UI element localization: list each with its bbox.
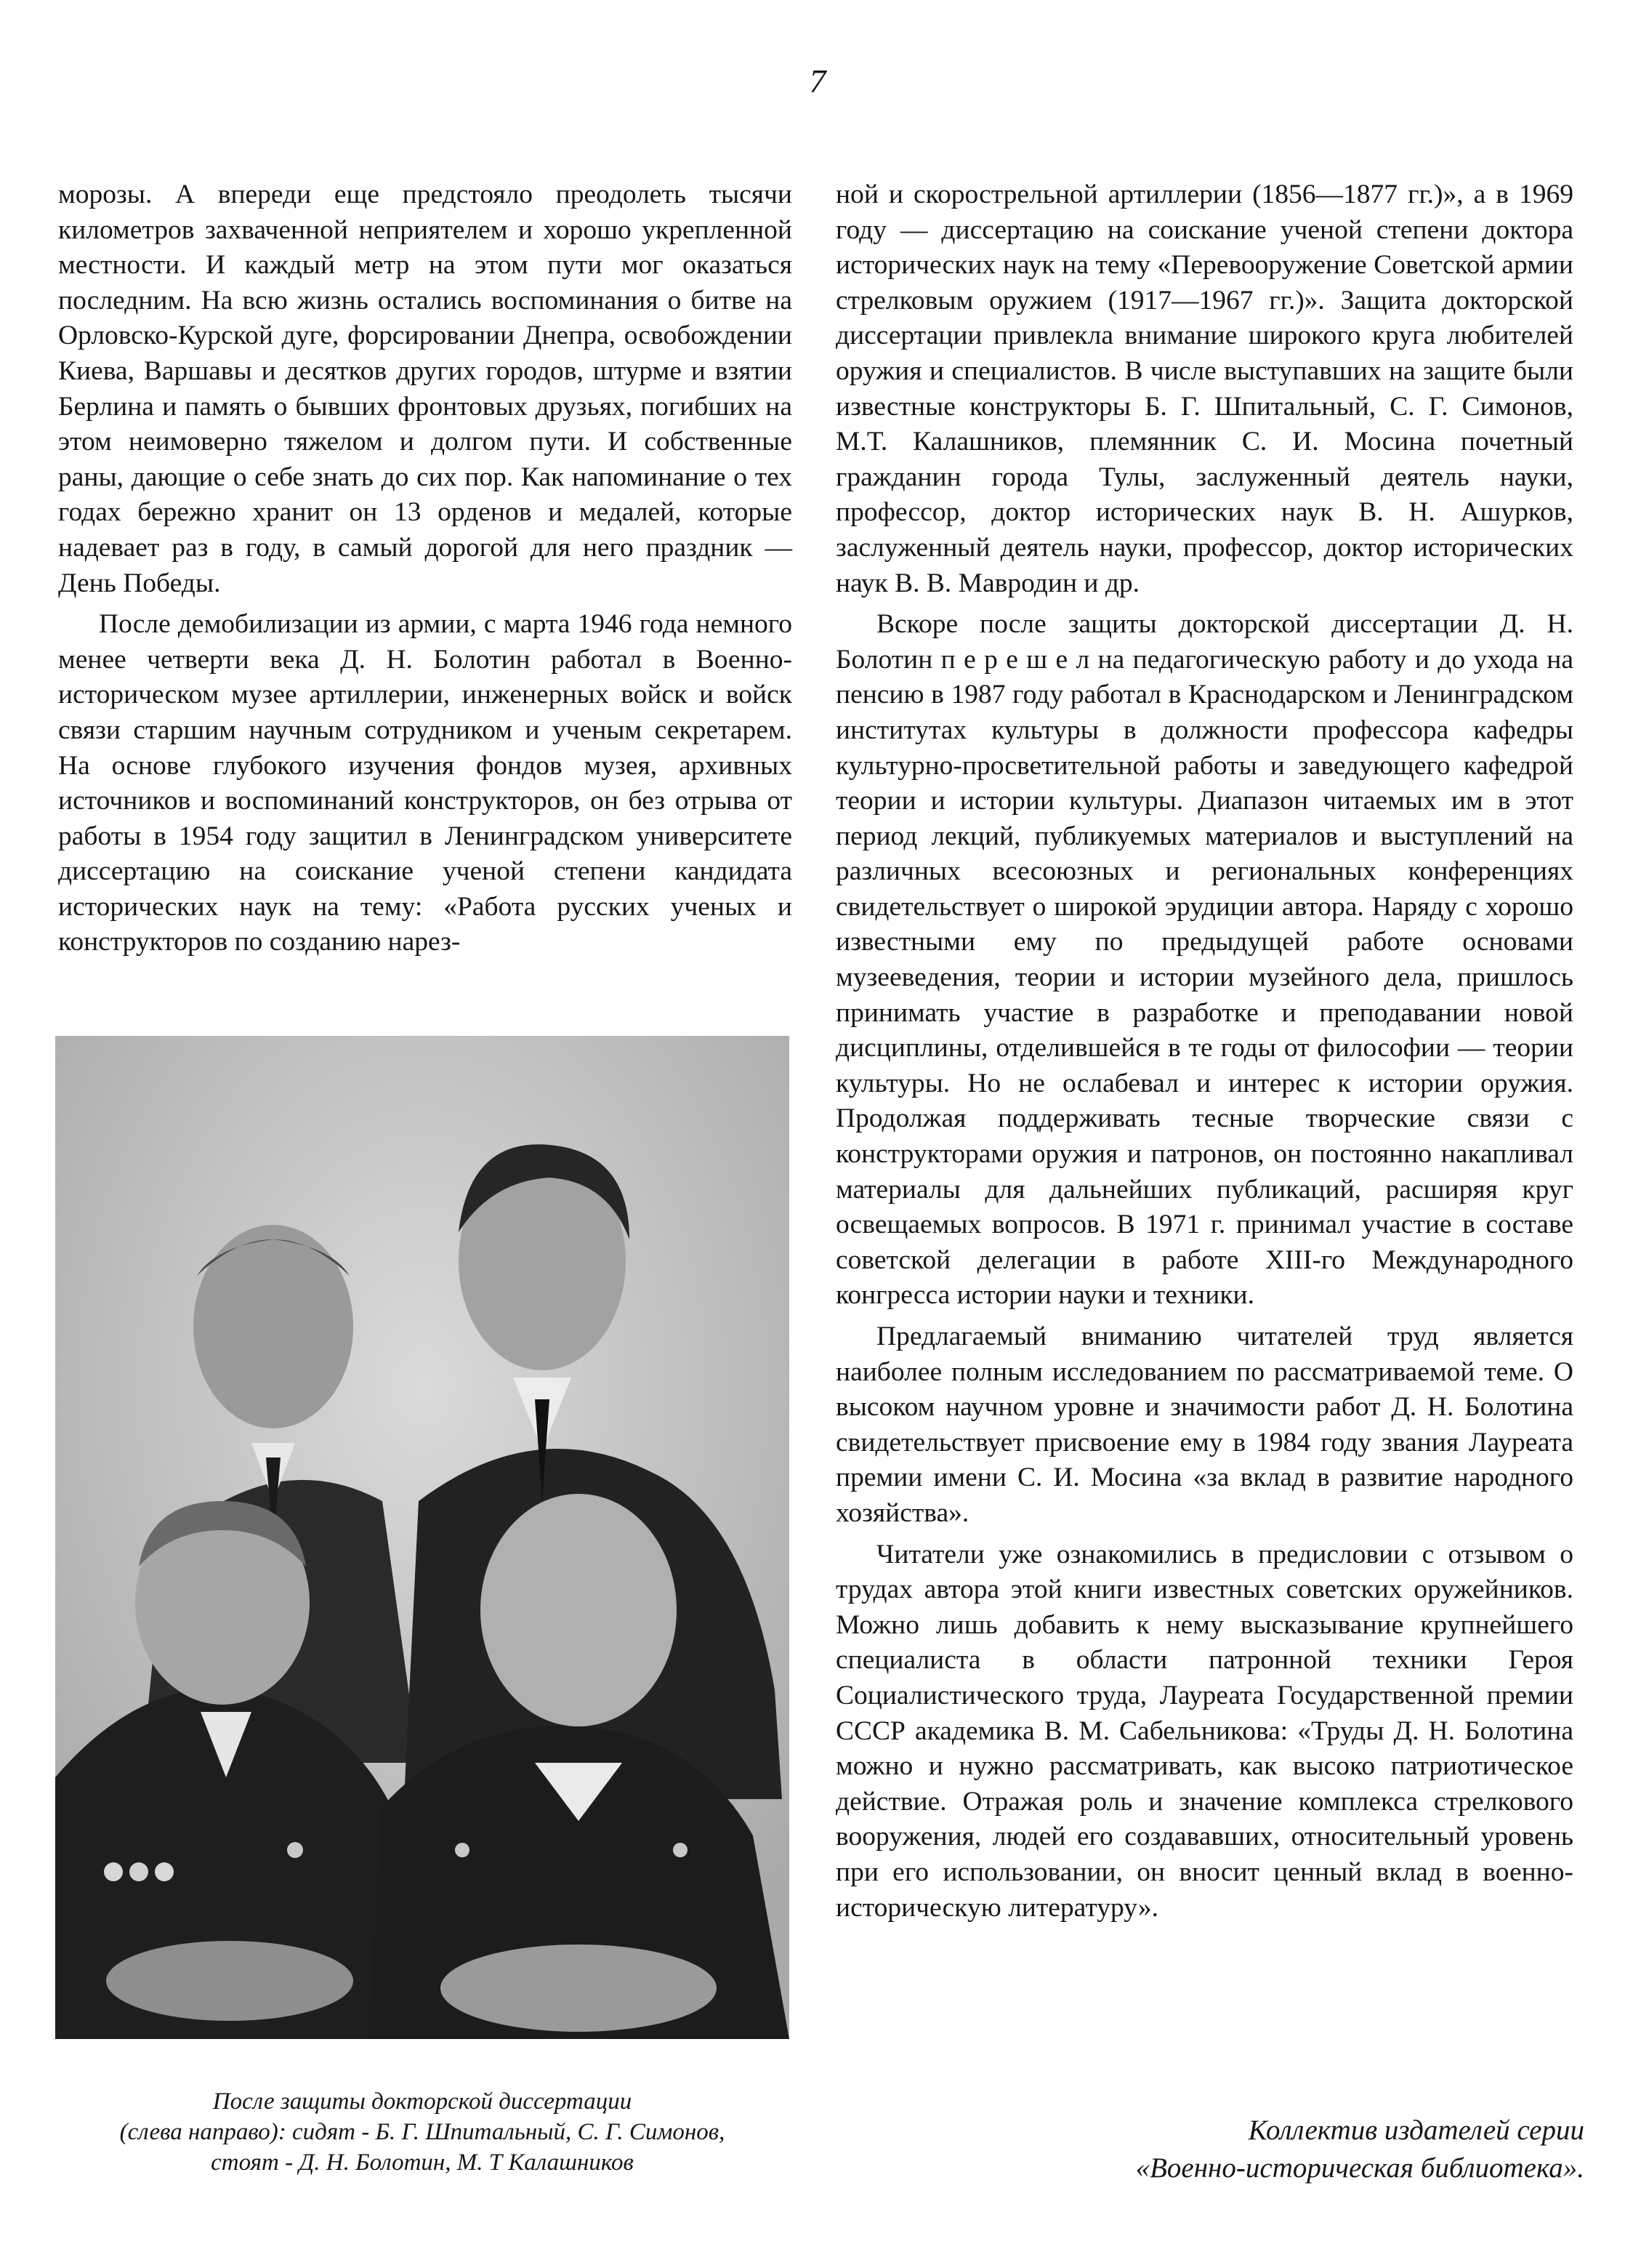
signature-line-1: Коллектив издателей серии	[1248, 2115, 1584, 2146]
right-paragraph-3: Предлагаемый вниманию читателей труд является наиболее полным исследованием по рассматриваемой теме. О высоком научном уровне и значимости работ Д. Н. Болотина свидетельствует присвоение ему в 1984 году звания Лауреата премии имени С. И. Мосина «за вклад в развитие народного хозяйства».	[836, 1322, 1573, 1528]
left-paragraph-2: После демобилизации из армии, с марта 1946 года немного менее четверти века Д. Н. Болотин работал в Военно-историческом музее артиллерии, инженерных войск и войск связи старшим научным сотрудником и ученым секретарем. На основе глубокого изучения фондов музея, архивных источников и воспоминаний конструкторов, он без отрыва от работы в 1954 году защитил в Ленинградском университете диссертацию на соискание ученой степени кандидата исторических наук на тему: «Работа русских ученых и конструкторов по созданию нарез-	[58, 609, 792, 957]
caption-line-3: стоят - Д. Н. Болотин, М. Т Калашников	[211, 2150, 634, 2176]
caption-line-1: После защиты докторской диссертации	[212, 2088, 632, 2115]
signature-line-2: «Военно-историческая библиотека».	[1135, 2152, 1584, 2184]
group-photo	[55, 1036, 789, 2039]
photo-caption	[55, 2086, 789, 2178]
left-column	[58, 177, 792, 960]
left-paragraph-1: морозы. А впереди еще предстояло преодолеть тысячи километров захваченной неприятелем и хорошо укрепленной местности. И каждый метр на этом пути мог оказаться последним. На всю жизнь остались воспоминания о битве на Орловско-Курской дуге, форсировании Днепра, освобождении Киева, Варшавы и десятков других городов, штурме и взятии Берлина и память о бывших фронтовых друзьях, погибших на этом неимоверно тяжелом и долгом пути. И собственные раны, дающие о себе знать до сих пор. Как напоминание о тех годах бережно хранит он 13 орденов и медалей, которые надевает раз в году, в самый дорогой для него праздник — День Победы.	[58, 180, 792, 598]
right-paragraph-4: Читатели уже ознакомились в предисловии с отзывом о трудах автора этой книги известных советских оружейников. Можно лишь добавить к нему высказывание крупнейшего специалиста в области патронной техники Героя Социалистического труда, Лауреата Государственной премии СССР академика В. М. Сабельникова: «Труды Д. Н. Болотина можно и нужно рассматривать, как высоко патриотическое действие. Отражая роль и значение комплекса стрелкового вооружения, людей его создававших, относительный уровень при его использовании, он вносит ценный вклад в военно-историческую литературу».	[836, 1539, 1573, 1923]
right-paragraph-2: Вскоре после защиты докторской диссертации Д. Н. Болотин п е р е ш е л на педагогическую работу и до ухода на пенсию в 1987 году работал в Краснодарском и Ленинградском институтах культуры в должности профессора кафедры культурно-просветительной работы и заведующего кафедрой теории и истории культуры. Диапазон читаемых им в этот период лекций, публикуемых материалов и выступлений на различных всесоюзных и региональных конференциях свидетельствует о широкой эрудиции автора. Наряду с хорошо известными ему по предыдущей работе основами музееведения, теории и истории музейного дела, пришлось принимать участие в разработке и преподавании новой дисциплины, отделившейся в те годы от философии — теории культуры. Но не ослабевал и интерес к истории оружия. Продолжая поддерживать тесные творческие связи с конструкторами оружия и патронов, он постоянно накапливал материалы для дальнейших публикаций, расширяя круг освещаемых вопросов. В 1971 г. принимал участие в составе советской делегации в работе XIII-го Международного конгресса истории науки и техники.	[836, 609, 1573, 1311]
publisher-signature	[945, 2112, 1584, 2187]
page-number: 7	[809, 63, 826, 100]
right-paragraph-1: ной и скорострельной артиллерии (1856—1877 гг.)», а в 1969 году — диссертацию на соискание ученой степени доктора исторических наук на тему «Перевооружение Советской армии стрелковым оружием (1917—1967 гг.)». Защита докторской диссертации привлекла внимание широкого круга любителей оружия и специалистов. В числе выступавших на защите были известные конструкторы Б. Г. Шпитальный, С. Г. Симонов, М.Т. Калашников, племянник С. И. Мосина почетный гражданин города Тулы, заслуженный деятель науки, профессор, доктор исторических наук В. Н. Ашурков, заслуженный деятель науки, профессор, доктор исторических наук В. В. Мавродин и др.	[836, 180, 1573, 598]
right-column	[836, 177, 1573, 1926]
caption-line-2: (слева направо): сидят - Б. Г. Шпитальный, С. Г. Симонов,	[119, 2119, 725, 2145]
